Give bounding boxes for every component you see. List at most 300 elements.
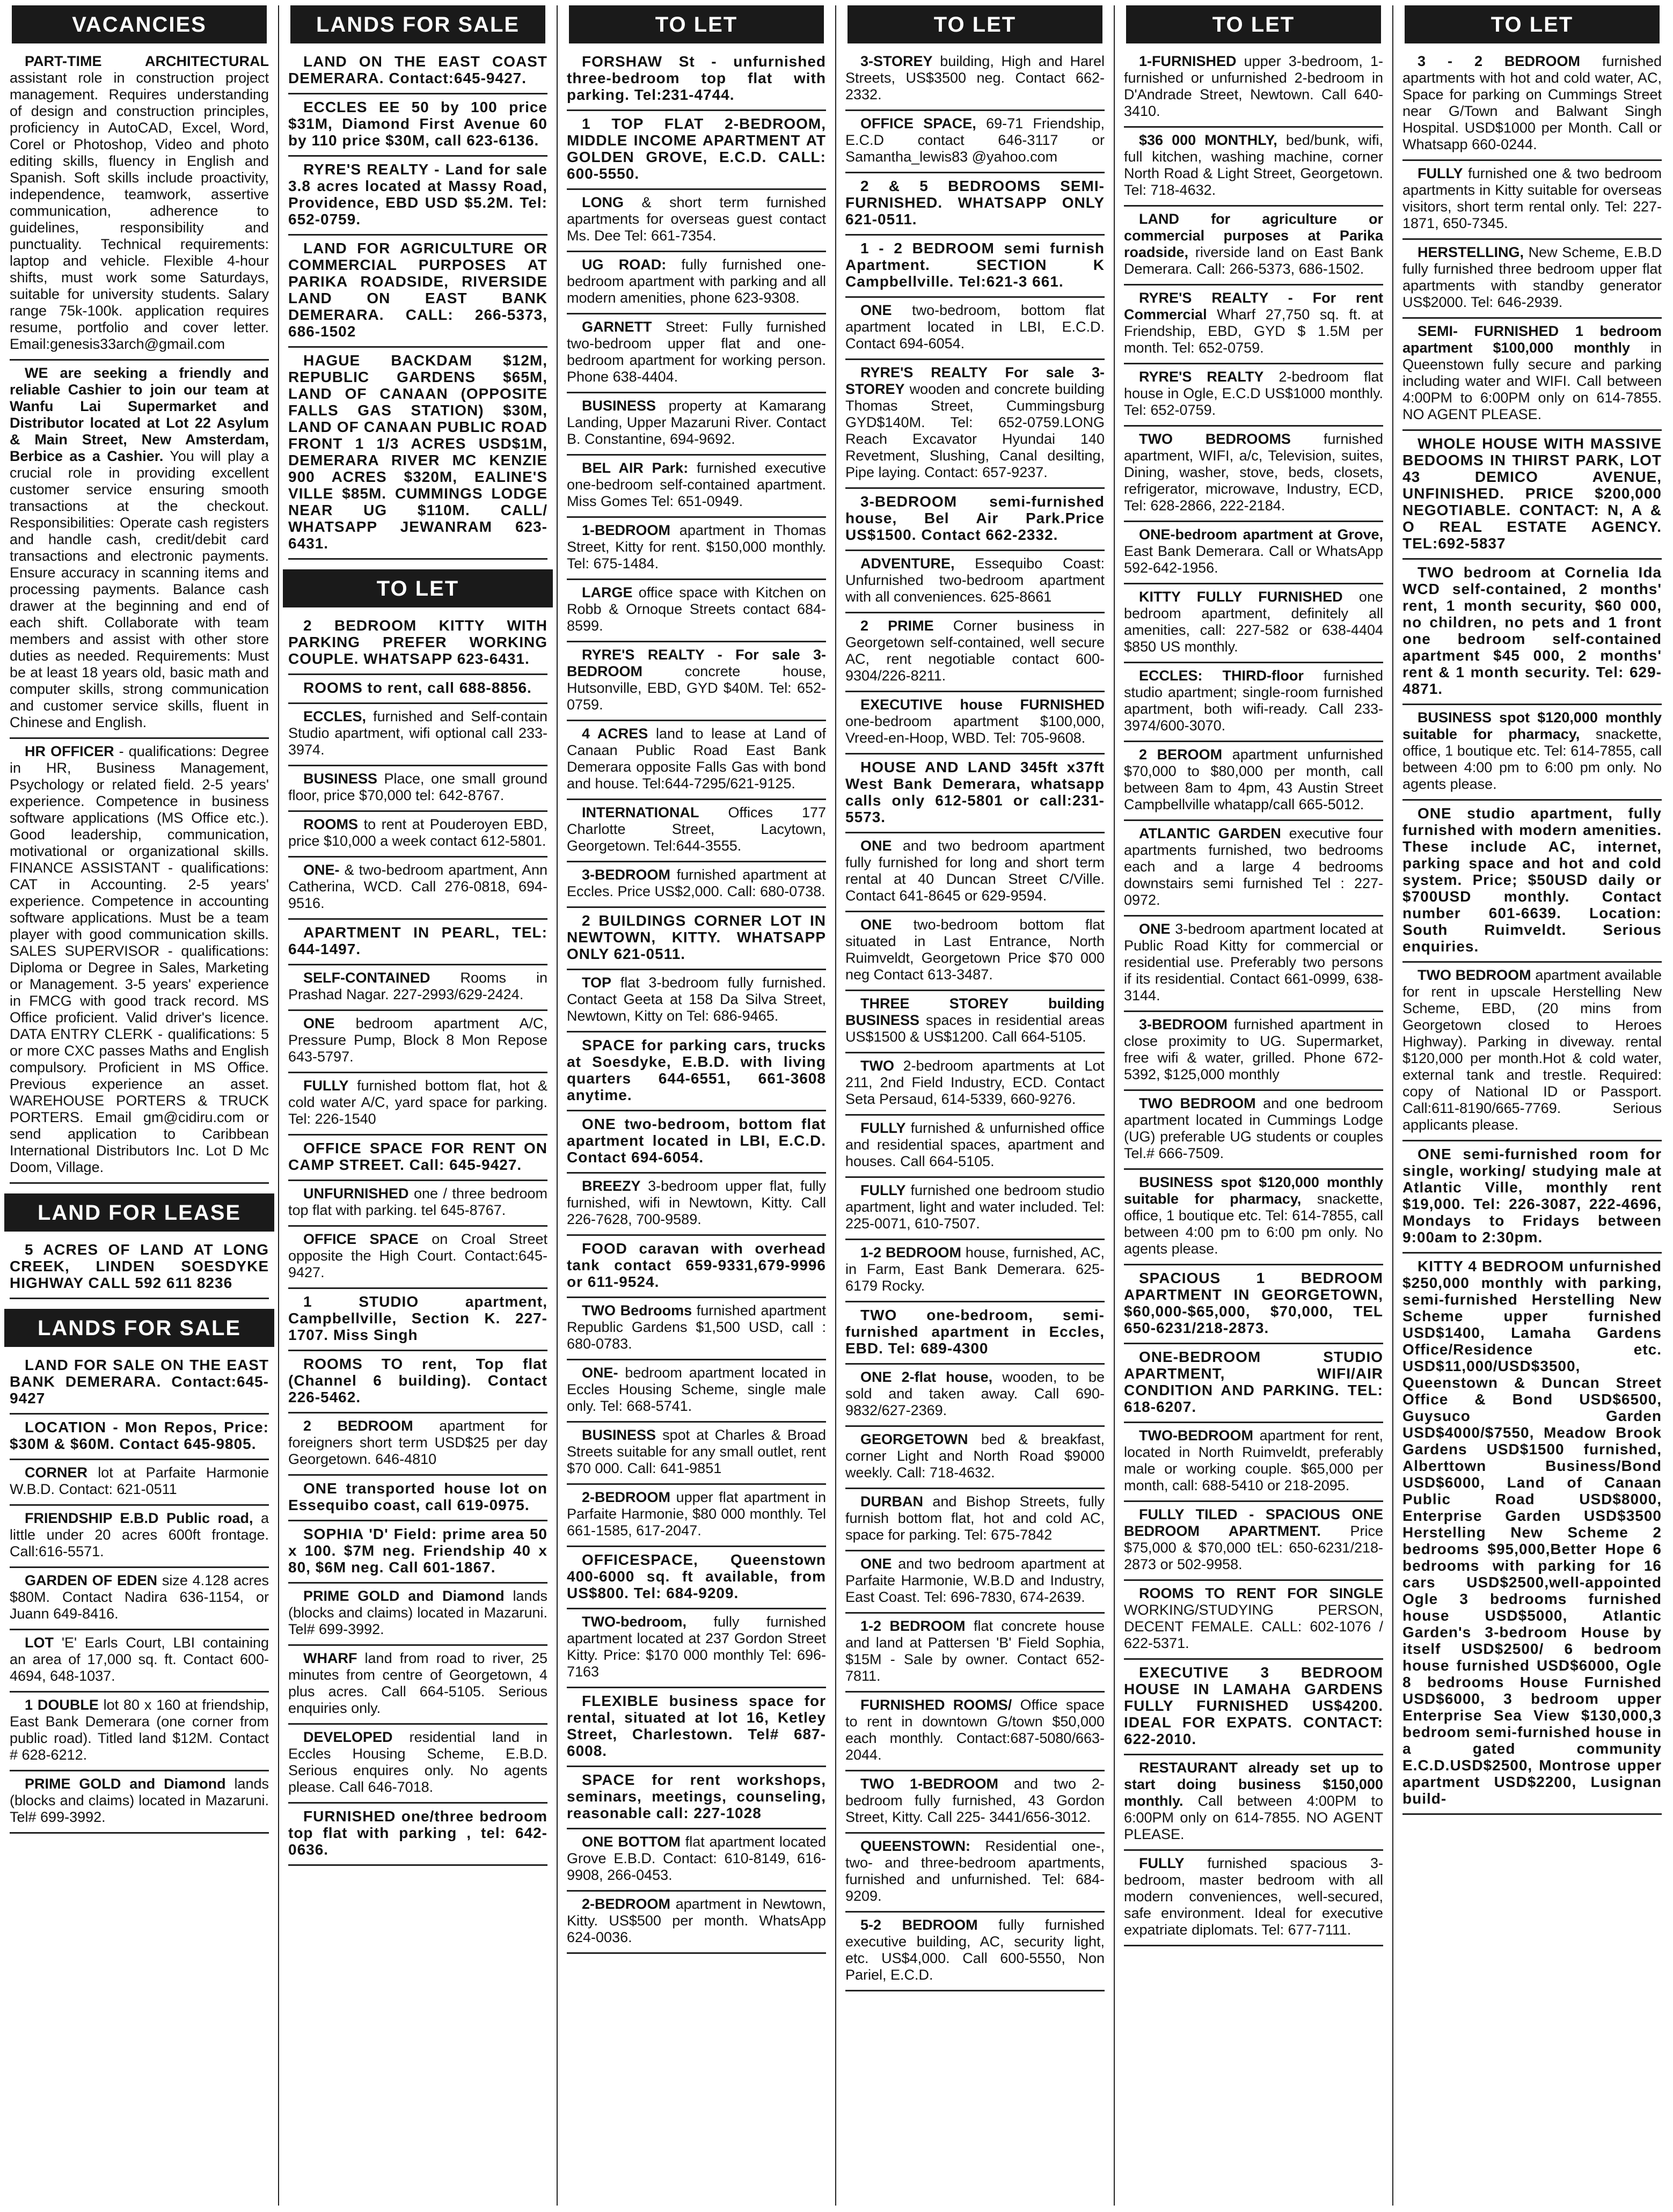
ad-text: Rooms in Prashad Nagar. 227-2993/629-2424.: [288, 970, 547, 1002]
classified-ad: [10, 1415, 269, 1460]
ad-text: a little under 20 acres 600ft frontage. Call:616-5571.: [10, 1510, 269, 1559]
ad-lead: 3-BEDROOM: [1139, 1016, 1228, 1032]
classified-ad: [288, 613, 547, 675]
classified-ad: [1124, 1851, 1383, 1946]
ad-lead: TWO: [860, 1058, 894, 1074]
ad-lead: KITTY 4 BEDROOM unfurnished $250,000 monthly with parking, semi-furnished Herstelling New Scheme upper furnished USD$1400, Lamaha Gardens Office/Residence etc. USD$11,000/USD$3500, Queenstown & Duncan Street Office & Bond USD$6500, Guysuco Garden USD$4000/$7550, Meadow Brook Gardens USD$1500 furnished, Alberttown Business/Bond USD$6000, Land of Canaan Public Road USD$8000, Enterprise Garden USD$3500 Herstelling New Scheme 2 bedrooms $95,000,Better Hope 6 bedrooms with parking for 16 cars USD$2500,well-appointed Ogle 3 bedrooms furnished house USD$5000, Atlantic Garden's 3-bedroom House by itself USD$2500/ 6 bedroom house furnished USD$6000, Ogle 8 bedrooms House Furnished USD$6000, 3 bedroom upper Enterprise Sea View $130,000,3 bedroom semi-furnished house in a gated community E.C.D.USD$2500, Montrose upper apartment USD$2200, Lusignan build-: [1402, 1258, 1662, 1807]
classified-ad: [567, 1892, 826, 1954]
ad-text: apartment available for rent in upscale Herstelling New Scheme, EBD, (20 mins from Georgetown closed to Heroes Highway). Parking in diveway. rental $120,000 per month.Hot & cold water, external tank and trestle. Required: copy of National ID or Passport. Call:611-8190/665-7769. Serious applicants please.: [1402, 967, 1662, 1133]
ad-text: East Bank Demerara. Call or WhatsApp 592-642-1956.: [1124, 543, 1383, 576]
classified-ad: [1124, 821, 1383, 917]
classified-ad: [567, 1688, 826, 1767]
classified-ad: [10, 1237, 269, 1299]
ad-lead: TWO-bedroom,: [582, 1614, 686, 1630]
classified-ad: [1402, 431, 1662, 560]
classified-ad: [1402, 963, 1662, 1141]
ad-lead: TWO one-bedroom, semi-furnished apartment in Eccles, EBD. Tel: 689-4300: [845, 1307, 1105, 1357]
ad-lead: DURBAN: [860, 1493, 923, 1510]
ad-text: two-bedroom bottom flat situated in Last Entrance, North Ruimveldt, Georgetown Price $70 000 neg Contact 613-3487.: [845, 917, 1105, 983]
ad-lead: $36 000 MONTHLY,: [1139, 132, 1277, 148]
classified-ad: [845, 1240, 1105, 1302]
classified-ad: [845, 489, 1105, 551]
ad-lead: 2 & 5 BEDROOMS SEMI-FURNISHED. WHATSAPP ONLY 621-0511.: [845, 178, 1105, 228]
classified-ad: [1124, 285, 1383, 364]
ad-lead: FULLY: [860, 1120, 906, 1136]
ad-text: apartment unfurnished $70,000 to $80,000 per month, call between 8am to 4pm, 43 Austin Street Campbellville whatapp/call 665-5012.: [1124, 746, 1383, 812]
classified-ad: [567, 1032, 826, 1111]
ad-lead: GARNETT: [582, 319, 652, 335]
classified-ad: [845, 755, 1105, 833]
ad-lead: 1-2 BEDROOM: [860, 1244, 961, 1261]
classified-ad: [288, 766, 547, 812]
ad-text: property at Kamarang Landing, Upper Mazaruni River. Contact B. Constantine, 694-9692.: [567, 398, 826, 447]
classified-ad: [567, 580, 826, 642]
classified-ad: [567, 1236, 826, 1298]
ad-text: Essequibo Coast: Unfurnished two-bedroom apartment with all conveniences. 625-8661: [845, 555, 1105, 605]
ad-lead: GARDEN OF EDEN: [25, 1572, 158, 1588]
ad-text: two-bedroom, bottom flat apartment located in LBI, E.C.D. Contact 694-6054.: [845, 302, 1105, 351]
ad-lead: PRIME GOLD and Diamond: [303, 1588, 505, 1604]
ad-lead: FULLY: [303, 1078, 349, 1094]
ad-lead: OFFICESPACE, Queenstown 400-6000 sq. ft available, from US$800. Tel: 684-9209.: [567, 1551, 826, 1601]
ad-text: one bedroom apartment, definitely all amenities, call: 227-582 or 638-4404 $850 US monthly.: [1124, 589, 1383, 655]
ad-lead: 3-BEDROOM: [582, 867, 671, 883]
ad-lead: TWO BEDROOM: [1418, 967, 1531, 983]
classified-ad: [567, 1360, 826, 1423]
classified-ad: [567, 111, 826, 190]
ad-text: apartment in Newtown, Kitty. US$500 per month. WhatsApp 624-0036.: [567, 1896, 826, 1945]
ad-lead: 1 DOUBLE: [25, 1697, 99, 1713]
classified-ad: [567, 800, 826, 862]
ad-text: apartment in Thomas Street, Kitty for rent. $150,000 monthly. Tel: 675-1484.: [567, 522, 826, 572]
classified-ad: [567, 1547, 826, 1609]
ad-lead: 3 - 2 BEDROOM: [1418, 53, 1580, 69]
ad-text: on Croal Street opposite the High Court. Contact:645-9427.: [288, 1231, 547, 1280]
ad-lead: FORSHAW St - unfurnished three-bedroom top flat with parking. Tel:231-4744.: [567, 53, 826, 103]
classified-ad: [845, 912, 1105, 991]
ad-lead: KITTY FULLY FURNISHED: [1139, 589, 1343, 605]
ad-lead: 2-BEDROOM: [582, 1896, 671, 1912]
ad-text: lot 80 x 160 at friendship, East Bank Demerara (one corner from public road). Titled land $12M. Contact # 628-6212.: [10, 1697, 269, 1763]
classified-ad: [845, 551, 1105, 613]
ad-text: & short term furnished apartments for overseas guest contact Ms. Dee Tel: 661-7354.: [567, 194, 826, 244]
ad-lead: RYRE'S REALTY - For rent Commercial: [1124, 290, 1383, 323]
ad-lead: ONE 2-flat house,: [860, 1369, 993, 1385]
ad-text: 2-bedroom flat house in Ogle, E.C.D US$1000 monthly. Tel: 652-0759.: [1124, 369, 1383, 418]
classified-ad: [567, 1485, 826, 1547]
ad-text: fully furnished executive building, AC, security light, etc. US$4,000. Call 600-5550, Non Pariel, E.C.D.: [845, 1917, 1105, 1983]
classified-ad: [10, 1568, 269, 1630]
classified-ad: [1124, 584, 1383, 663]
ad-text: Corner business in Georgetown self-contained, well secure AC, rent negotiable contact 600-9304/226-8211.: [845, 618, 1105, 684]
column-4: [840, 5, 1110, 2206]
ad-lead: ONE: [860, 917, 892, 933]
ad-lead: ONE: [860, 1556, 892, 1572]
classified-ad: [288, 1351, 547, 1413]
classified-ad: [1124, 1502, 1383, 1581]
ad-text: Call between 4:00PM to 6:00PM only on 614-7855. NO AGENT PLEASE.: [1124, 1793, 1383, 1842]
ad-lead: ROOMS TO rent, Top flat (Channel 6 building). Contact 226-5462.: [288, 1356, 547, 1405]
ad-lead: SOPHIA 'D' Field: prime area 50 x 100. $7M neg. Friendship 40 x 80, $6M neg. Call 601-1867.: [288, 1526, 547, 1576]
ad-lead: RYRE'S REALTY - For sale 3-BEDROOM: [567, 647, 826, 679]
ad-lead: 2 BEDROOM: [303, 1418, 413, 1434]
ad-text: in Queenstown fully secure and parking including water and WIFI. Call between 4:00PM to 6:00PM only on 614-7855. NO AGENT PLEASE.: [1402, 340, 1662, 422]
ad-lead: FURNISHED ROOMS/: [860, 1697, 1012, 1713]
ad-text: snackette, office, 1 boutique etc. Tel: 614-7855, call between 4:00 pm to 6:00 pm only. No agents please.: [1402, 726, 1662, 792]
ad-text: spot at Charles & Broad Streets suitable for any small outlet, rent $70 000. Call: 641-9851: [567, 1427, 826, 1476]
ad-lead: ONE: [1139, 921, 1171, 937]
ad-lead: BUSINESS: [303, 771, 378, 787]
ad-text: lands (blocks and claims) located in Mazaruni. Tel# 699-3992.: [10, 1776, 269, 1825]
ad-text: size 4.128 acres $80M. Contact Nadira 636-1154, or Juann 649-8416.: [10, 1572, 269, 1622]
classified-ad: [845, 298, 1105, 360]
ad-lead: ROOMS to rent, call 688-8856.: [303, 679, 532, 696]
ad-lead: SELF-CONTAINED: [303, 970, 430, 986]
column-divider: [1392, 5, 1393, 2206]
ad-text: apartment for foreigners short term USD$25 per day Georgetown. 646-4810: [288, 1418, 547, 1467]
classified-ad: [1124, 1012, 1383, 1091]
classified-ad: [288, 858, 547, 920]
classified-ad: [567, 1829, 826, 1892]
ad-lead: BUSINESS spot $120,000 monthly suitable for pharmacy,: [1124, 1174, 1383, 1207]
classified-ad: [1124, 663, 1383, 742]
classified-ad: [10, 1352, 269, 1415]
classified-ad: [1124, 207, 1383, 285]
ad-text: concrete house, Hutsonville, EBD, GYD $40M. Tel: 652-0759.: [567, 663, 826, 713]
ad-lead: LOT: [25, 1635, 54, 1651]
classified-ad: [10, 739, 269, 1184]
ad-lead: RYRE'S REALTY: [1139, 369, 1264, 385]
ad-text: furnished spacious 3-bedroom, master bedroom with all modern conveniences, well-secured, safe environment. Ideal for executive expatriate diplomats. Tel: 677-7111.: [1124, 1855, 1383, 1938]
section-header: TO LET: [569, 5, 824, 43]
ad-lead: TWO BEDROOM: [1139, 1095, 1256, 1111]
ad-lead: LAND FOR SALE ON THE EAST BANK DEMERARA. Contact:645-9427: [10, 1357, 269, 1407]
ad-text: Price $75,000 & $70,000 tEL: 650-6231/218-2873 or 502-9958.: [1124, 1523, 1383, 1572]
ad-lead: BUSINESS: [582, 398, 656, 414]
ad-text: spaces in residential areas US$1500 & US$1200. Call 664-5105.: [845, 1012, 1105, 1045]
ad-text: upper flat apartment in Parfaite Harmonie, $80 000 monthly. Tel 661-1585, 617-2047.: [567, 1489, 826, 1539]
ad-lead: LONG: [582, 194, 624, 210]
ad-lead: 3-STOREY: [860, 53, 933, 69]
classified-ad: [567, 1111, 826, 1174]
classified-ad: [845, 1116, 1105, 1178]
ad-lead: FLEXIBLE business space for rental, situated at lot 16, Ketley Street, Charlestown. Tel# 687-6008.: [567, 1693, 826, 1759]
ad-lead: HERSTELLING,: [1418, 244, 1524, 260]
ad-lead: HAGUE BACKDAM $12M, REPUBLIC GARDENS $65M, LAND OF CANAAN (OPPOSITE FALLS GAS STATION) $30M, LAND OF CANAAN PUBLIC ROAD FRONT 1 1/3 ACRES USD$1M, DEMERARA RIVER MC KENZIE 900 ACRES $320M, EALINE'S VILLE $85M. CUMMINGS LODGE NEAR UG $110M. CALL/ WHATSAPP JEWANRAM 623-6431.: [288, 352, 547, 552]
ad-lead: LOCATION - Mon Repos, Price: $30M & $60M. Contact 645-9805.: [10, 1419, 269, 1452]
ad-text: Residential one-, two- and three-bedroom apartments, furnished and unfurnished. Tel: 684-9209.: [845, 1838, 1105, 1904]
classified-ad: [1402, 560, 1662, 705]
classified-ad: [845, 236, 1105, 298]
ad-lead: CORNER: [25, 1464, 88, 1481]
ad-lead: EXECUTIVE house FURNISHED: [860, 697, 1105, 713]
ad-text: riverside land on East Bank Demerara. Call: 266-5373, 686-1502.: [1124, 244, 1383, 277]
classified-ad: [288, 94, 547, 157]
classified-ad: [288, 965, 547, 1011]
ad-lead: LAND ON THE EAST COAST DEMERARA. Contact:645-9427.: [288, 53, 547, 86]
ad-lead: INTERNATIONAL: [582, 804, 699, 821]
classified-ad: [845, 1178, 1105, 1240]
classified-ad: [10, 1693, 269, 1771]
ad-lead: UNFURNISHED: [303, 1185, 409, 1202]
ad-lead: FULLY TILED - SPACIOUS ONE BEDROOM APARTMENT.: [1124, 1506, 1383, 1539]
classified-ad: [1124, 49, 1383, 128]
classified-ad: [10, 1460, 269, 1506]
ad-lead: ONE studio apartment, fully furnished with modern amenities. These include AC, internet, parking space and hot and cold system. Price; $50USD daily or $700USD monthly. Contact number 601-6639. Location: South Ruimveldt. Serious enquiries.: [1402, 805, 1662, 955]
ad-lead: RYRE'S REALTY - Land for sale 3.8 acres located at Massy Road, Providence, EBD USD $5.2M. Tel: 652-0759.: [288, 161, 547, 228]
classified-ad: [567, 1423, 826, 1485]
ad-text: furnished apartment, WIFI, a/c, Television, suites, Dining, washer, stove, beds, closets, refrigerator, microwave, Industry, ECD, Tel: 628-2866, 222-2184.: [1124, 431, 1383, 514]
classified-ad: [1124, 522, 1383, 584]
ad-lead: FURNISHED one/three bedroom top flat with parking , tel: 642-0636.: [288, 1808, 547, 1858]
ad-lead: FULLY: [1139, 1855, 1185, 1871]
ad-text: one / three bedroom top flat with parking. tel 645-8767.: [288, 1185, 547, 1218]
ad-text: bedroom apartment A/C, Pressure Pump, Block 8 Mon Repose 643-5797.: [288, 1015, 547, 1065]
ad-lead: RESTAURANT already set up to start doing business $150,000 monthly.: [1124, 1760, 1383, 1809]
ad-lead: ROOMS: [303, 816, 359, 832]
ad-lead: 3-BEDROOM semi-furnished house, Bel Air Park.Price US$1500. Contact 662-2332.: [845, 493, 1105, 543]
ad-lead: GEORGETOWN: [860, 1431, 968, 1447]
column-1: [4, 5, 274, 2206]
ad-text: 'E' Earls Court, LBI containing an area of 17,000 sq. ft. Contact 600-4694, 648-1037.: [10, 1635, 269, 1684]
ad-lead: HOUSE AND LAND 345ft x37ft West Bank Demerara, whatsapp calls only 612-5801 or call:231-5573.: [845, 759, 1105, 825]
ad-text: Office space to rent in downtown G/town $50,000 each monthly. Contact:687-5080/663-2044.: [845, 1697, 1105, 1763]
classified-ad: [845, 1834, 1105, 1913]
ad-text: bed & breakfast, corner Light and North Road $9000 weekly. Call: 718-4632.: [845, 1431, 1105, 1481]
ad-lead: QUEENSTOWN:: [860, 1838, 971, 1854]
ad-text: and two bedroom apartment fully furnished for long and short term rental at 40 Duncan Street C/Ville. Contact 641-8645 or 629-9594.: [845, 838, 1105, 904]
ad-lead: 1-BEDROOM: [582, 522, 671, 538]
ad-lead: FULLY: [860, 1182, 906, 1198]
ad-lead: RYRE'S REALTY For sale 3-STOREY: [845, 364, 1105, 397]
classified-ad: [1124, 427, 1383, 522]
classified-ad: [1402, 1141, 1662, 1254]
section-header: TO LET: [1126, 5, 1381, 43]
ad-lead: ONE transported house lot on Essequibo coast, call 619-0975.: [288, 1480, 547, 1513]
classified-ad: [288, 1584, 547, 1646]
ad-lead: OFFICE SPACE,: [860, 115, 976, 131]
classified-ad: [1402, 705, 1662, 801]
ad-lead: 2 BUILDINGS CORNER LOT IN NEWTOWN, KITTY. WHATSAPP ONLY 621-0511.: [567, 912, 826, 962]
ad-text: WORKING/STUDYING PERSON, DECENT FEMALE. CALL: 602-1076 / 622-5371.: [1124, 1602, 1383, 1651]
classified-ad: [288, 1725, 547, 1804]
classified-ad: [10, 1506, 269, 1568]
ad-text: furnished apartments with hot and cold water, AC, Space for parking on Cummings Street near G/Town and Balwant Singh Hospital. USD$1000 per Month. Call or Whatsapp 660-0244.: [1402, 53, 1662, 152]
classified-ad: [1402, 319, 1662, 431]
column-3: [561, 5, 831, 2206]
ad-text: 69-71 Friendship, E.C.D contact 646-3117 or Samantha_lewis83 @yahoo.com: [845, 115, 1105, 165]
classified-ad: [10, 1630, 269, 1693]
column-5: [1119, 5, 1389, 2206]
ad-text: furnished bottom flat, hot & cold water A/C, yard space for parking. Tel: 226-1540: [288, 1078, 547, 1127]
ad-text: You will play a crucial role in providing excellent customer service ensuring smooth transactions at the checkout. Responsibilities: Operate cash registers and handle cash, credit/debit card transactions and electronic payments. Ensure accuracy in scanning items and processing payments. Balance cash drawer at the beginning and end of each shift. Collaborate with team members and assist with other store duties as needed. Requirements: Must be at least 18 years old, basic math and computer skills, strong communication and customer service skills, fluent in Chinese and English.: [10, 448, 269, 730]
section-header: LAND FOR LEASE: [4, 1193, 274, 1232]
ad-lead: ONE semi-furnished room for single, working/ studying male at Atlantic Ville, monthly rent $19,000. Tel: 226-3087, 222-4696, Mondays to Fridays between 9:00am to 2:30pm.: [1402, 1146, 1662, 1246]
ad-lead: LARGE: [582, 584, 633, 600]
ad-text: upper 3-bedroom, 1-furnished or unfurnished 2-bedroom in D'Andrade Street, Newtown. Call 640-3410.: [1124, 53, 1383, 119]
ad-lead: SPACE for parking cars, trucks at Soesdyke, E.B.D. with living quarters 644-6551, 661-3608 anytime.: [567, 1037, 826, 1103]
classified-ad: [288, 236, 547, 348]
section-header: LANDS FOR SALE: [290, 5, 545, 43]
classified-ad: [567, 190, 826, 252]
ad-lead: 2 BEROOM: [1139, 746, 1223, 763]
ad-text: 3-bedroom apartment located at Public Road Kitty for commercial or residential use. Preferably two persons if its residential. Contact 661-0999, 638-3144.: [1124, 921, 1383, 1004]
classified-ad: [845, 692, 1105, 755]
ad-lead: OFFICE SPACE FOR RENT ON CAMP STREET. Call: 645-9427.: [288, 1140, 547, 1173]
ad-lead: PART-TIME ARCHITECTURAL: [25, 53, 269, 69]
ad-text: and two 2-bedroom fully furnished, 43 Gordon Street, Kitty. Call 225- 3441/656-3012.: [845, 1776, 1105, 1825]
classified-ad: [845, 1693, 1105, 1771]
classified-ad: [1124, 1265, 1383, 1344]
ad-text: 2-bedroom apartments at Lot 211, 2nd Field Industry, ECD. Contact Seta Persaud, 614-5339, 660-9276.: [845, 1058, 1105, 1107]
ad-lead: ADVENTURE,: [860, 555, 955, 572]
ad-lead: BUSINESS spot $120,000 monthly suitable for pharmacy,: [1402, 709, 1662, 742]
classified-ad: [288, 1646, 547, 1725]
classified-ad: [288, 675, 547, 704]
ad-lead: BEL AIR Park:: [582, 460, 689, 476]
ad-text: snackette, office, 1 boutique etc. Tel: 614-7855, call between 4:00 pm to 6:00 pm only. No agents please.: [1124, 1191, 1383, 1257]
ad-text: flat 3-bedroom fully furnished. Contact Geeta at 158 Da Silva Street, Newtown, Kitty on Tel: 686-9465.: [567, 975, 826, 1024]
ad-lead: 4 ACRES: [582, 726, 648, 742]
classified-ad: [567, 1174, 826, 1236]
ad-text: & two-bedroom apartment, Ann Catherina, WCD. Call 276-0818, 694-9516.: [288, 862, 547, 911]
ad-text: wooden, to be sold and taken away. Call 690-9832/627-2369.: [845, 1369, 1105, 1418]
ad-text: furnished studio apartment; single-room furnished apartment, both wifi-ready. Call 233-3974/600-3070.: [1124, 668, 1383, 734]
classified-ad: [10, 1771, 269, 1834]
classified-ad: [567, 252, 826, 314]
classified-ad: [288, 704, 547, 766]
ad-text: lot at Parfaite Harmonie W.B.D. Contact: 621-0511: [10, 1464, 269, 1497]
classified-ad: [1402, 161, 1662, 240]
ad-lead: FOOD caravan with overhead tank contact 659-9331,679-9996 or 611-9524.: [567, 1240, 826, 1290]
classified-ad: [845, 613, 1105, 692]
classified-ad: [1124, 917, 1383, 1012]
classified-ad: [567, 314, 826, 393]
ad-lead: PRIME GOLD and Diamond: [25, 1776, 226, 1792]
classified-ad: [288, 1521, 547, 1584]
classified-ad: [1124, 1581, 1383, 1660]
classified-ad: [288, 1476, 547, 1521]
ad-text: flat apartment located Grove E.B.D. Contact: 610-8149, 616-9908, 266-0453.: [567, 1834, 826, 1883]
classified-ad: [845, 111, 1105, 173]
ad-text: wooden and concrete building Thomas Street, Cummingsburg GYD$140M. Tel: 652-0759.LONG Reach Excavator Hyundai 140 Revetment, Slushing, Canal desilting, Pipe laying. Contact: 657-9237.: [845, 381, 1105, 480]
ad-text: building, High and Harel Streets, US$3500 neg. Contact 662-2332.: [845, 53, 1105, 102]
ad-lead: ONE-: [582, 1365, 618, 1381]
classified-ad: [1124, 1423, 1383, 1502]
classified-ad: [1124, 1170, 1383, 1265]
ad-text: residential land in Eccles Housing Scheme, E.B.D. Serious enquires only. No agents please. Call 646-7018.: [288, 1729, 547, 1795]
ad-lead: 2 PRIME: [860, 618, 934, 634]
column-divider: [835, 5, 836, 2206]
ad-text: furnished & unfurnished office and residential spaces, apartment and houses. Call 664-5105.: [845, 1120, 1105, 1169]
classified-ad: [567, 456, 826, 518]
ad-text: executive four apartments furnished, two bedrooms each and a large 4 bedrooms downstairs semi furnished Tel : 227-0972.: [1124, 825, 1383, 908]
ad-lead: SPACE for rent workshops, seminars, meetings, counseling, reasonable call: 227-1028: [567, 1771, 826, 1821]
ad-text: furnished apartment at Eccles. Price US$2,000. Call: 680-0738.: [567, 867, 826, 899]
classified-ad: [567, 1609, 826, 1688]
ad-lead: BUSINESS: [582, 1427, 656, 1443]
ad-lead: LAND FOR AGRICULTURE OR COMMERCIAL PURPOSES AT PARIKA ROADSIDE, RIVERSIDE LAND ON EAST BANK DEMERARA. CALL: 266-5373, 686-1502: [288, 240, 547, 340]
classified-ad: [288, 348, 547, 560]
classified-ad: [288, 1289, 547, 1351]
classified-ad: [567, 393, 826, 456]
ad-text: - qualifications: Degree in HR, Business Management, Psychology or related field. 2-5 years' experience. Competence in business software applications (MS Office etc.). Good leadership, communication, motivational or organizational skills. FINANCE ASSISTANT - qualifications: CAT in Accounting. 2-5 years' experience. Competence in accounting software applications. Must be a team player with good communication skills. SALES SUPERVISOR - qualifications: Diploma or Degree in Sales, Marketing or Management. 3-5 years' experience in FMCG with good track record. MS Office proficient. Valid driver's licence. DATA ENTRY CLERK - qualifications: 5 or more CXC passes Maths and English compulsory. Proficient in MS Office. Previous experience an asset. WAREHOUSE PORTERS & TRUCK PORTERS. Email gm@cidiru.com or send application to Caribbean International Distributors Inc. Lot D Mc Doom, Village.: [10, 743, 269, 1175]
classified-ad: [845, 1365, 1105, 1427]
ad-lead: DEVELOPED: [303, 1729, 393, 1745]
classified-ad: [288, 1136, 547, 1181]
classified-ad: [1124, 1660, 1383, 1755]
ad-lead: UG ROAD:: [582, 257, 667, 273]
ad-lead: 1 STUDIO apartment, Campbellville, Section K. 227-1707. Miss Singh: [288, 1293, 547, 1343]
ad-lead: TWO bedroom at Cornelia Ida WCD self-contained, 2 months' rent, 1 month security, $60 000, no children, no pets and 1 front one bedroom self-contained apartment $45 000, 2 months' rent & 1 month security. Tel: 629-4871.: [1402, 564, 1662, 697]
classified-ad: [288, 1181, 547, 1227]
ad-lead: WHARF: [303, 1650, 357, 1666]
ad-text: New Scheme, E.B.D fully furnished three bedroom upper flat apartments with standby generator US$2000. Tel: 646-2939.: [1402, 244, 1662, 310]
ad-text: Offices 177 Charlotte Street, Lacytown, Georgetown. Tel:644-3555.: [567, 804, 826, 854]
ad-text: Place, one small ground floor, price $70,000 tel: 642-8767.: [288, 771, 547, 803]
classified-ad: [1124, 1755, 1383, 1851]
column-divider: [278, 5, 279, 2206]
ad-lead: THREE STOREY building BUSINESS: [845, 995, 1105, 1028]
classified-ad: [845, 173, 1105, 236]
ad-lead: ONE-BEDROOM STUDIO APARTMENT, WIFI/AIR CONDITION AND PARKING. TEL: 618-6207.: [1124, 1349, 1383, 1415]
ad-lead: APARTMENT IN PEARL, TEL: 644-1497.: [288, 924, 547, 957]
ad-text: furnished one & two bedroom apartments in Kitty suitable for overseas visitors, short term rental only. Tel: 227-1871, 650-7345.: [1402, 165, 1662, 231]
ad-lead: SEMI- FURNISHED 1 bedroom apartment $100,000 monthly: [1402, 323, 1662, 356]
ad-lead: 2-BEDROOM: [582, 1489, 671, 1505]
ad-lead: FRIENDSHIP E.B.D Public road,: [25, 1510, 253, 1526]
ad-text: one-bedroom apartment $100,000, Vreed-en-Hoop, WBD. Tel: 705-9608.: [845, 713, 1105, 746]
ad-lead: BREEZY: [582, 1178, 641, 1194]
ad-lead: FULLY: [1418, 165, 1463, 181]
ad-text: land from road to river, 25 minutes from centre of Georgetown, 4 plus acres. Call 664-5105. Serious enquiries only.: [288, 1650, 547, 1716]
ad-text: flat concrete house and land at Pattersen 'B' Field Sophia, $15M - Sale by owner. Contact 652-7811.: [845, 1618, 1105, 1684]
ad-lead: 5 ACRES OF LAND AT LONG CREEK, LINDEN SOESDYKE HIGHWAY CALL 592 611 8236: [10, 1241, 269, 1291]
ad-text: lands (blocks and claims) located in Mazaruni. Tel# 699-3992.: [288, 1588, 547, 1637]
classified-ad: [1402, 1254, 1662, 1815]
ad-text: and one bedroom apartment located in Cummings Lodge (UG) preferable UG students or couples Tel.# 666-7509.: [1124, 1095, 1383, 1161]
ad-text: fully furnished apartment located at 237 Gordon Street Kitty. Price: $170 000 monthly Tel: 696-7163: [567, 1614, 826, 1680]
section-header: TO LET: [283, 569, 553, 607]
classified-ad: [288, 920, 547, 965]
classified-ad: [567, 518, 826, 580]
ad-lead: WHOLE HOUSE WITH MASSIVE BEDOOMS IN THIRST PARK, LOT 43 DEMICO AVENUE, UNFINISHED. PRICE $200,000 NEGOTIABLE. CONTACT: N, A & O REAL ESTATE AGENCY. TEL:692-5837: [1402, 435, 1662, 552]
classified-ad: [567, 642, 826, 721]
ad-lead: TWO-BEDROOM: [1139, 1427, 1253, 1444]
classified-ad: [288, 157, 547, 236]
ad-text: office space with Kitchen on Robb & Ornoque Streets contact 684-8599.: [567, 584, 826, 634]
section-header: VACANCIES: [12, 5, 267, 43]
ad-text: furnished one bedroom studio apartment, light and water included. Tel: 225-0071, 610-7507.: [845, 1182, 1105, 1232]
classified-ad: [845, 1551, 1105, 1614]
classified-ad: [845, 833, 1105, 912]
ad-lead: ONE BOTTOM: [582, 1834, 681, 1850]
ad-lead: ONE: [860, 838, 892, 854]
ad-lead: ATLANTIC GARDEN: [1139, 825, 1281, 841]
ad-text: 3-bedroom upper flat, fully furnished, wifi in Newtown, Kitty. Call 226-7628, 700-9589.: [567, 1178, 826, 1227]
column-6: [1397, 5, 1667, 2206]
classified-ad: [10, 49, 269, 361]
ad-lead: 1-2 BEDROOM: [860, 1618, 966, 1634]
ad-text: to rent at Pouderoyen EBD, price $10,000 a week contact 612-5801.: [288, 816, 547, 849]
ad-lead: EXECUTIVE 3 BEDROOM HOUSE IN LAMAHA GARDENS FULLY FURNISHED US$4200. IDEAL FOR EXPATS. CONTACT: 622-2010.: [1124, 1664, 1383, 1747]
ad-lead: OFFICE SPACE: [303, 1231, 419, 1247]
ad-text: Wharf 27,750 sq. ft. at Friendship, EBD, GYD $ 1.5M per month. Tel: 652-0759.: [1124, 306, 1383, 356]
classified-ad: [567, 908, 826, 970]
classified-ad: [1124, 364, 1383, 427]
ad-lead: ECCLES: THIRD-floor: [1139, 668, 1304, 684]
ad-text: and Bishop Streets, fully furnish bottom flat, hot and cold AC, space for parking. Tel: 675-7842: [845, 1493, 1105, 1543]
